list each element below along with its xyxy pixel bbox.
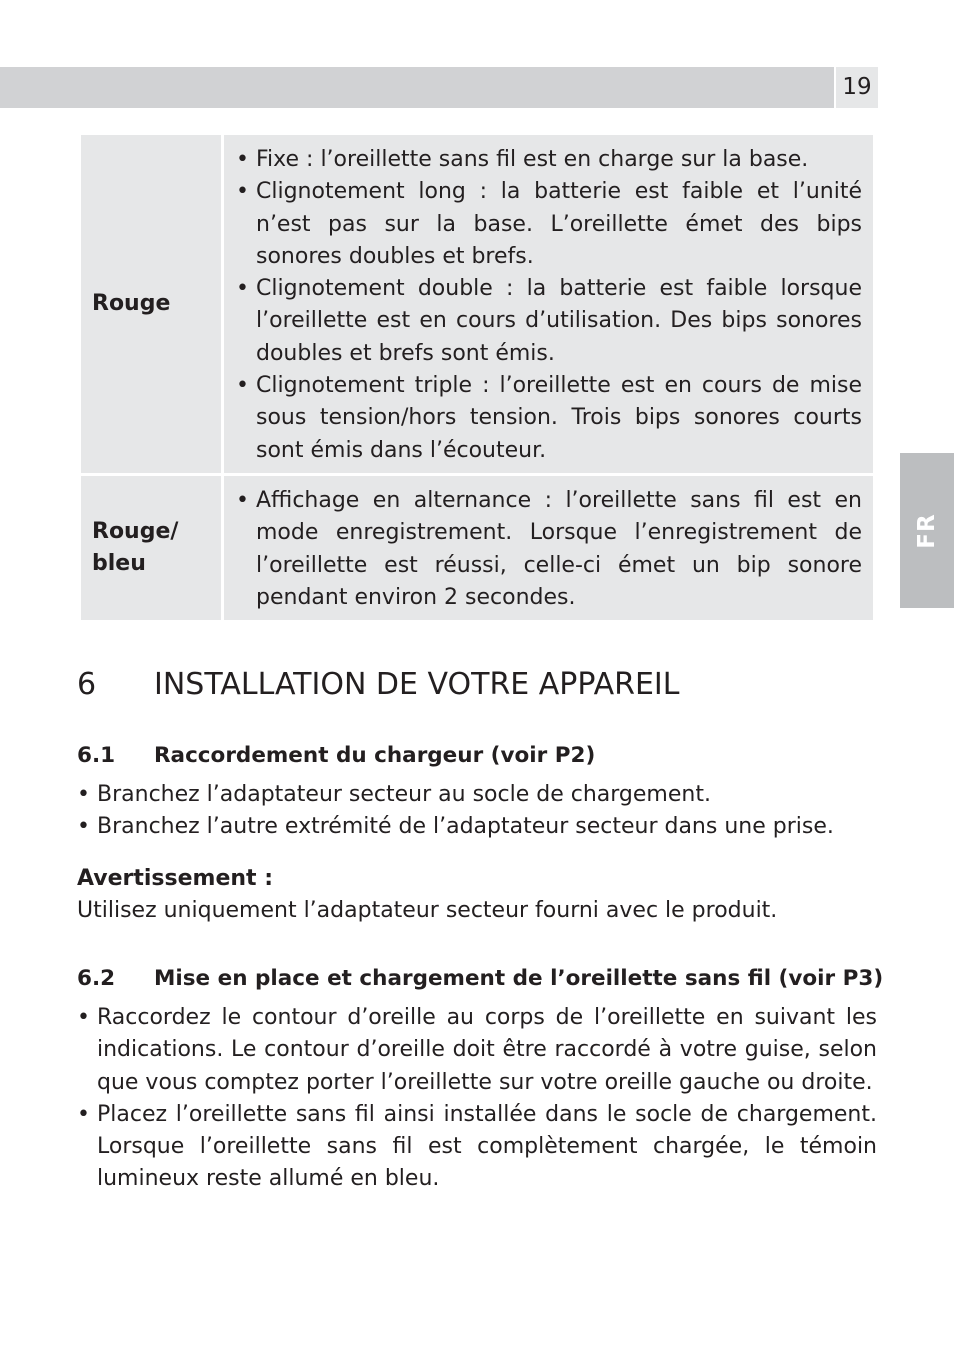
led-description-cell	[224, 476, 873, 620]
language-tab-label: FR	[914, 512, 940, 549]
section-number: 6	[77, 667, 97, 702]
section-6-1-list	[77, 779, 877, 844]
section-6-2-heading	[77, 963, 884, 995]
list-item: • Branchez l’autre extrémité de l’adaptateur secteur dans une prise.	[77, 811, 877, 843]
list-item: • Clignotement triple : l’oreillette est en cours de mise sous tension/hors tension. Trois bips sonores courts sont émis dans l’écouteur.	[235, 370, 862, 467]
section-title: INSTALLATION DE VOTRE APPAREIL	[154, 667, 680, 702]
section-6-2-body	[77, 1002, 877, 1196]
led-description-list	[235, 485, 862, 614]
list-item: • Fixe : l’oreillette sans fil est en charge sur la base.	[235, 144, 862, 176]
list-item: • Clignotement double : la batterie est faible lorsque l’oreillette est en cours d’utilisation. Des bips sonores doubles et brefs sont émis.	[235, 273, 862, 370]
subsection-title: Raccordement du chargeur (voir P2)	[154, 743, 596, 768]
list-item: • Placez l’oreillette sans fil ainsi installée dans le socle de chargement. Lorsque l’oreillette sans fil est complètement chargée, le témoin lumineux reste allumé en bleu.	[77, 1099, 877, 1196]
language-tab	[900, 453, 954, 608]
led-color-label-line2: bleu	[92, 551, 146, 577]
subsection-title: Mise en place et chargement de l’oreillette sans fil (voir P3)	[154, 966, 884, 991]
led-description-cell	[224, 135, 873, 473]
subsection-number: 6.1	[77, 743, 116, 768]
table-row-rouge	[81, 135, 873, 473]
list-item: • Affichage en alternance : l’oreillette sans fil est en mode enregistrement. Lorsque l’enregistrement de l’oreillette est réussi, celle-ci émet un bip sonore pendant environ 2 secondes.	[235, 485, 862, 614]
section-6-1-body	[77, 779, 877, 844]
warning-text: Utilisez uniquement l’adaptateur secteur fourni avec le produit.	[77, 898, 778, 923]
section-6-heading	[77, 665, 877, 705]
led-color-cell	[81, 135, 221, 473]
led-color-cell	[81, 476, 221, 620]
table-row-rouge-bleu	[81, 476, 873, 620]
subsection-number: 6.2	[77, 966, 116, 991]
header-bar	[0, 67, 834, 108]
led-status-table	[78, 132, 876, 623]
section-6-2-list	[77, 1002, 877, 1196]
list-item: • Branchez l’adaptateur secteur au socle de chargement.	[77, 779, 877, 811]
led-description-list	[235, 144, 862, 467]
list-item: • Clignotement long : la batterie est faible et l’unité n’est pas sur la base. L’oreillette émet des bips sonores doubles et brefs.	[235, 176, 862, 273]
section-6-1-heading	[77, 740, 877, 772]
list-item: • Raccordez le contour d’oreille au corps de l’oreillette en suivant les indications. Le contour d’oreille doit être raccordé à votre guise, selon que vous comptez porter l’oreillette sur votre oreille gauche ou droite.	[77, 1002, 877, 1099]
page-number: 19	[836, 67, 878, 108]
warning-title: Avertissement :	[77, 866, 274, 891]
led-color-label: Rouge	[92, 290, 171, 316]
led-color-label-line1: Rouge/	[92, 519, 179, 545]
